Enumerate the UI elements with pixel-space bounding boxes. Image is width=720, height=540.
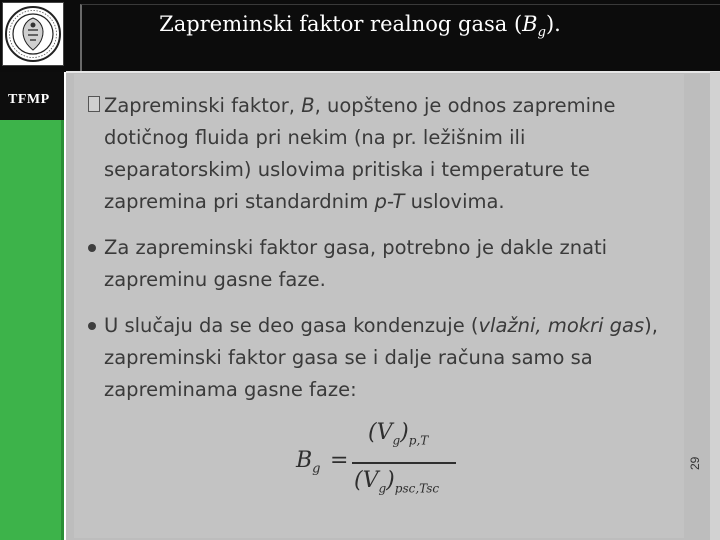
slide-title xyxy=(80,8,640,44)
bullet-dot-icon xyxy=(88,244,96,252)
bullet-text: Za zapreminski faktor gasa, potrebno je dakle znati zapreminu gasne faze. xyxy=(104,236,608,291)
title-text: Zapreminski faktor realnog gasa ( xyxy=(159,12,523,36)
top-divider xyxy=(66,71,720,73)
bullet-text: Zapreminski faktor, B, uopšteno je odnos zapremine dotičnog fluida pri nekim (na pr. ležišnim ili separatorskim) uslovima pritiska i temperature te zapremina pri standardnim p-T uslovima. xyxy=(104,94,616,213)
bullet-item xyxy=(88,232,678,296)
title-subscript: g xyxy=(537,25,546,41)
bullet-text: U slučaju da se deo gasa kondenzuje (vlažni, mokri gas), zapreminski faktor gasa se i dalje računa samo sa zapreminama gasne faze: xyxy=(104,314,658,401)
right-margin-strip xyxy=(710,72,720,540)
formula-lhs: $B_g$ xyxy=(296,448,321,477)
university-seal-logo xyxy=(2,2,64,66)
formula-denominator: $(V_g)_{psc,Tsc}$ xyxy=(354,468,440,496)
sidebar-green-bar xyxy=(0,120,64,540)
bullet-dot-icon xyxy=(88,322,96,330)
formula-numerator: $(V_g)_{p,T}$ xyxy=(368,420,429,448)
formula-fraction-bar xyxy=(352,462,456,464)
bullet-item xyxy=(88,90,678,218)
formula-equals: = xyxy=(330,448,349,473)
formula-bg xyxy=(296,418,496,513)
bullet-list xyxy=(88,90,678,420)
sidebar-label: TFMP xyxy=(8,92,50,107)
title-suffix: ). xyxy=(545,12,561,36)
title-variable: B xyxy=(522,12,538,36)
bullet-item xyxy=(88,310,678,406)
missing-glyph-icon xyxy=(88,96,100,112)
page-number: 29 xyxy=(688,456,702,470)
